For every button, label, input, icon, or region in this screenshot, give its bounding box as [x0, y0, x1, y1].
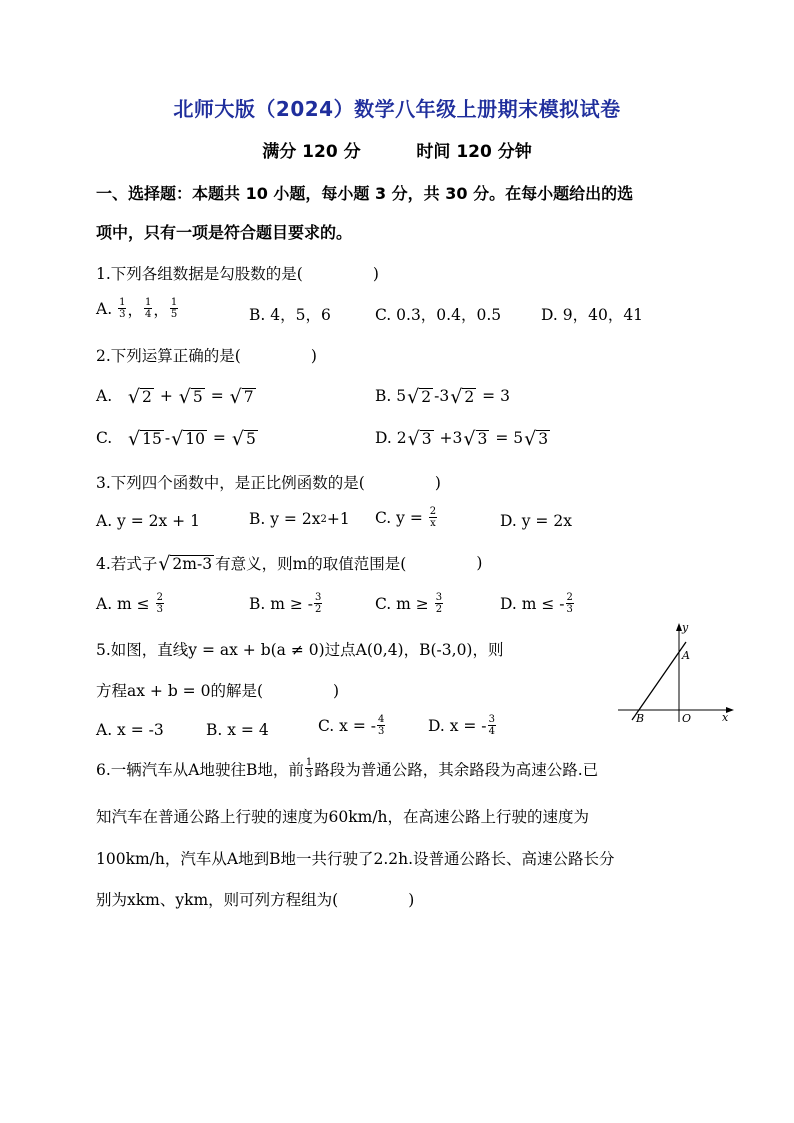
fraction: $\frac{2}{x}$ [429, 506, 437, 529]
y-axis-label: y [682, 621, 689, 634]
point-a-label: A [682, 649, 690, 662]
sqrt: √ 5 [231, 428, 256, 450]
q4-option-a: A. m ≤ $\frac{2}{3}$ [96, 592, 163, 615]
fraction: $\frac{2}{3}$ [156, 592, 163, 615]
q3-option-a: A. y = 2x + 1 [96, 512, 200, 530]
sqrt: √ 7 [229, 386, 254, 408]
sqrt: √ 3 [407, 428, 432, 450]
question-5-line2: 方程ax + b = 0的解是( ) [96, 682, 340, 700]
sqrt: √ 2 [450, 386, 475, 408]
question-4-stem: 4.若式子 √ 2m-3 有意义，则m的取值范围是( ) [96, 553, 483, 575]
q5-figure [612, 618, 742, 728]
q1-option-c: C. 0.3，0.4，0.5 [375, 306, 502, 324]
sqrt: √ 3 [463, 428, 488, 450]
sqrt: √ 3 [524, 428, 549, 450]
question-6-line3: 100km/h，汽车从A地到B地一共行驶了2.2h.设普通公路长、高速公路长分 [96, 850, 615, 868]
q4-option-d: D. m ≤ - $\frac{2}{3}$ [500, 592, 573, 615]
q5-option-a: A. x = -3 [96, 721, 164, 739]
exam-info [0, 137, 794, 162]
fraction: $\frac{1}{3}$ [119, 297, 126, 320]
question-5-line1: 5.如图，直线y = ax + b(a ≠ 0)过点A(0,4)，B(-3,0)，则 [96, 641, 504, 659]
x-axis-label: x [722, 711, 729, 724]
fraction: $\frac{3}{2}$ [435, 592, 443, 615]
question-2-stem: 2.下列运算正确的是( ) [96, 347, 317, 365]
q1-option-b: B. 4，5，6 [249, 306, 331, 324]
question-1-stem: 1.下列各组数据是勾股数的是( ) [96, 265, 379, 283]
q5-option-c: C. x = - $\frac{4}{3}$ [318, 714, 385, 737]
q4-option-b: B. m ≥ - $\frac{3}{2}$ [249, 592, 322, 615]
q2-option-b: B. 5 √ 2 -3 √ 2 = 3 [375, 386, 510, 408]
fraction: $\frac{1}{3}$ [305, 757, 313, 780]
fraction: $\frac{2}{3}$ [566, 592, 573, 615]
full-marks: 满分 120 分 [262, 142, 361, 162]
fraction: $\frac{1}{5}$ [170, 297, 178, 320]
page-title: 北师大版（2024）数学八年级上册期末模拟试卷 [173, 97, 621, 121]
q2-option-a: A. √ 2 + √ 5 = √ 7 [96, 386, 254, 408]
fraction: $\frac{3}{2}$ [315, 592, 322, 615]
sqrt: √ 5 [178, 386, 203, 408]
fraction: $\frac{3}{4}$ [488, 714, 495, 737]
q2-option-d: D. 2 √ 3 +3 √ 3 = 5 √ 3 [375, 428, 549, 450]
sqrt: √ 10 [171, 428, 205, 450]
fraction: $\frac{1}{4}$ [144, 297, 152, 320]
q2-option-c: C. √ 15 - √ 10 = √ 5 [96, 428, 256, 450]
question-6-line2: 知汽车在普通公路上行驶的速度为60km/h，在高速公路上行驶的速度为 [96, 808, 590, 826]
section-heading-line1: 一、选择题：本题共 10 小题，每小题 3 分，共 30 分。在每小题给出的选 [96, 184, 634, 203]
line-ab [632, 642, 686, 720]
point-b-label: B [636, 712, 645, 725]
q1-option-a: A. $\frac{1}{3}$ ， $\frac{1}{4}$ ， $\frac{1}{5}$ [96, 297, 178, 320]
sqrt: √ 2 [127, 386, 152, 408]
question-6-line1: 6.一辆汽车从A地驶往B地，前 $\frac{1}{3}$ 路段为普通公路，其余路段为高速公路.已 [96, 757, 599, 780]
sqrt: √ 15 [128, 428, 162, 450]
exam-time: 时间 120 分钟 [416, 142, 532, 162]
q5-option-d: D. x = - $\frac{3}{4}$ [428, 714, 495, 737]
q4-option-c: C. m ≥ $\frac{3}{2}$ [375, 592, 443, 615]
q5-option-b: B. x = 4 [206, 721, 269, 739]
sqrt: √ 2 [407, 386, 432, 408]
origin-label: O [682, 712, 692, 725]
section-heading-line2: 项中，只有一项是符合题目要求的。 [96, 223, 353, 242]
fraction: $\frac{4}{3}$ [377, 714, 385, 737]
question-3-stem: 3.下列四个函数中，是正比例函数的是( ) [96, 474, 441, 492]
question-6-line4: 别为xkm、ykm，则可列方程组为( ) [96, 891, 415, 909]
q1-option-d: D. 9，40，41 [541, 306, 644, 324]
sqrt: √ 2m-3 [158, 553, 213, 575]
q3-option-c: C. y = $\frac{2}{x}$ [375, 506, 437, 529]
q3-option-d: D. y = 2x [500, 512, 572, 530]
q3-option-b: B. y = 2x 2 +1 [249, 510, 350, 528]
